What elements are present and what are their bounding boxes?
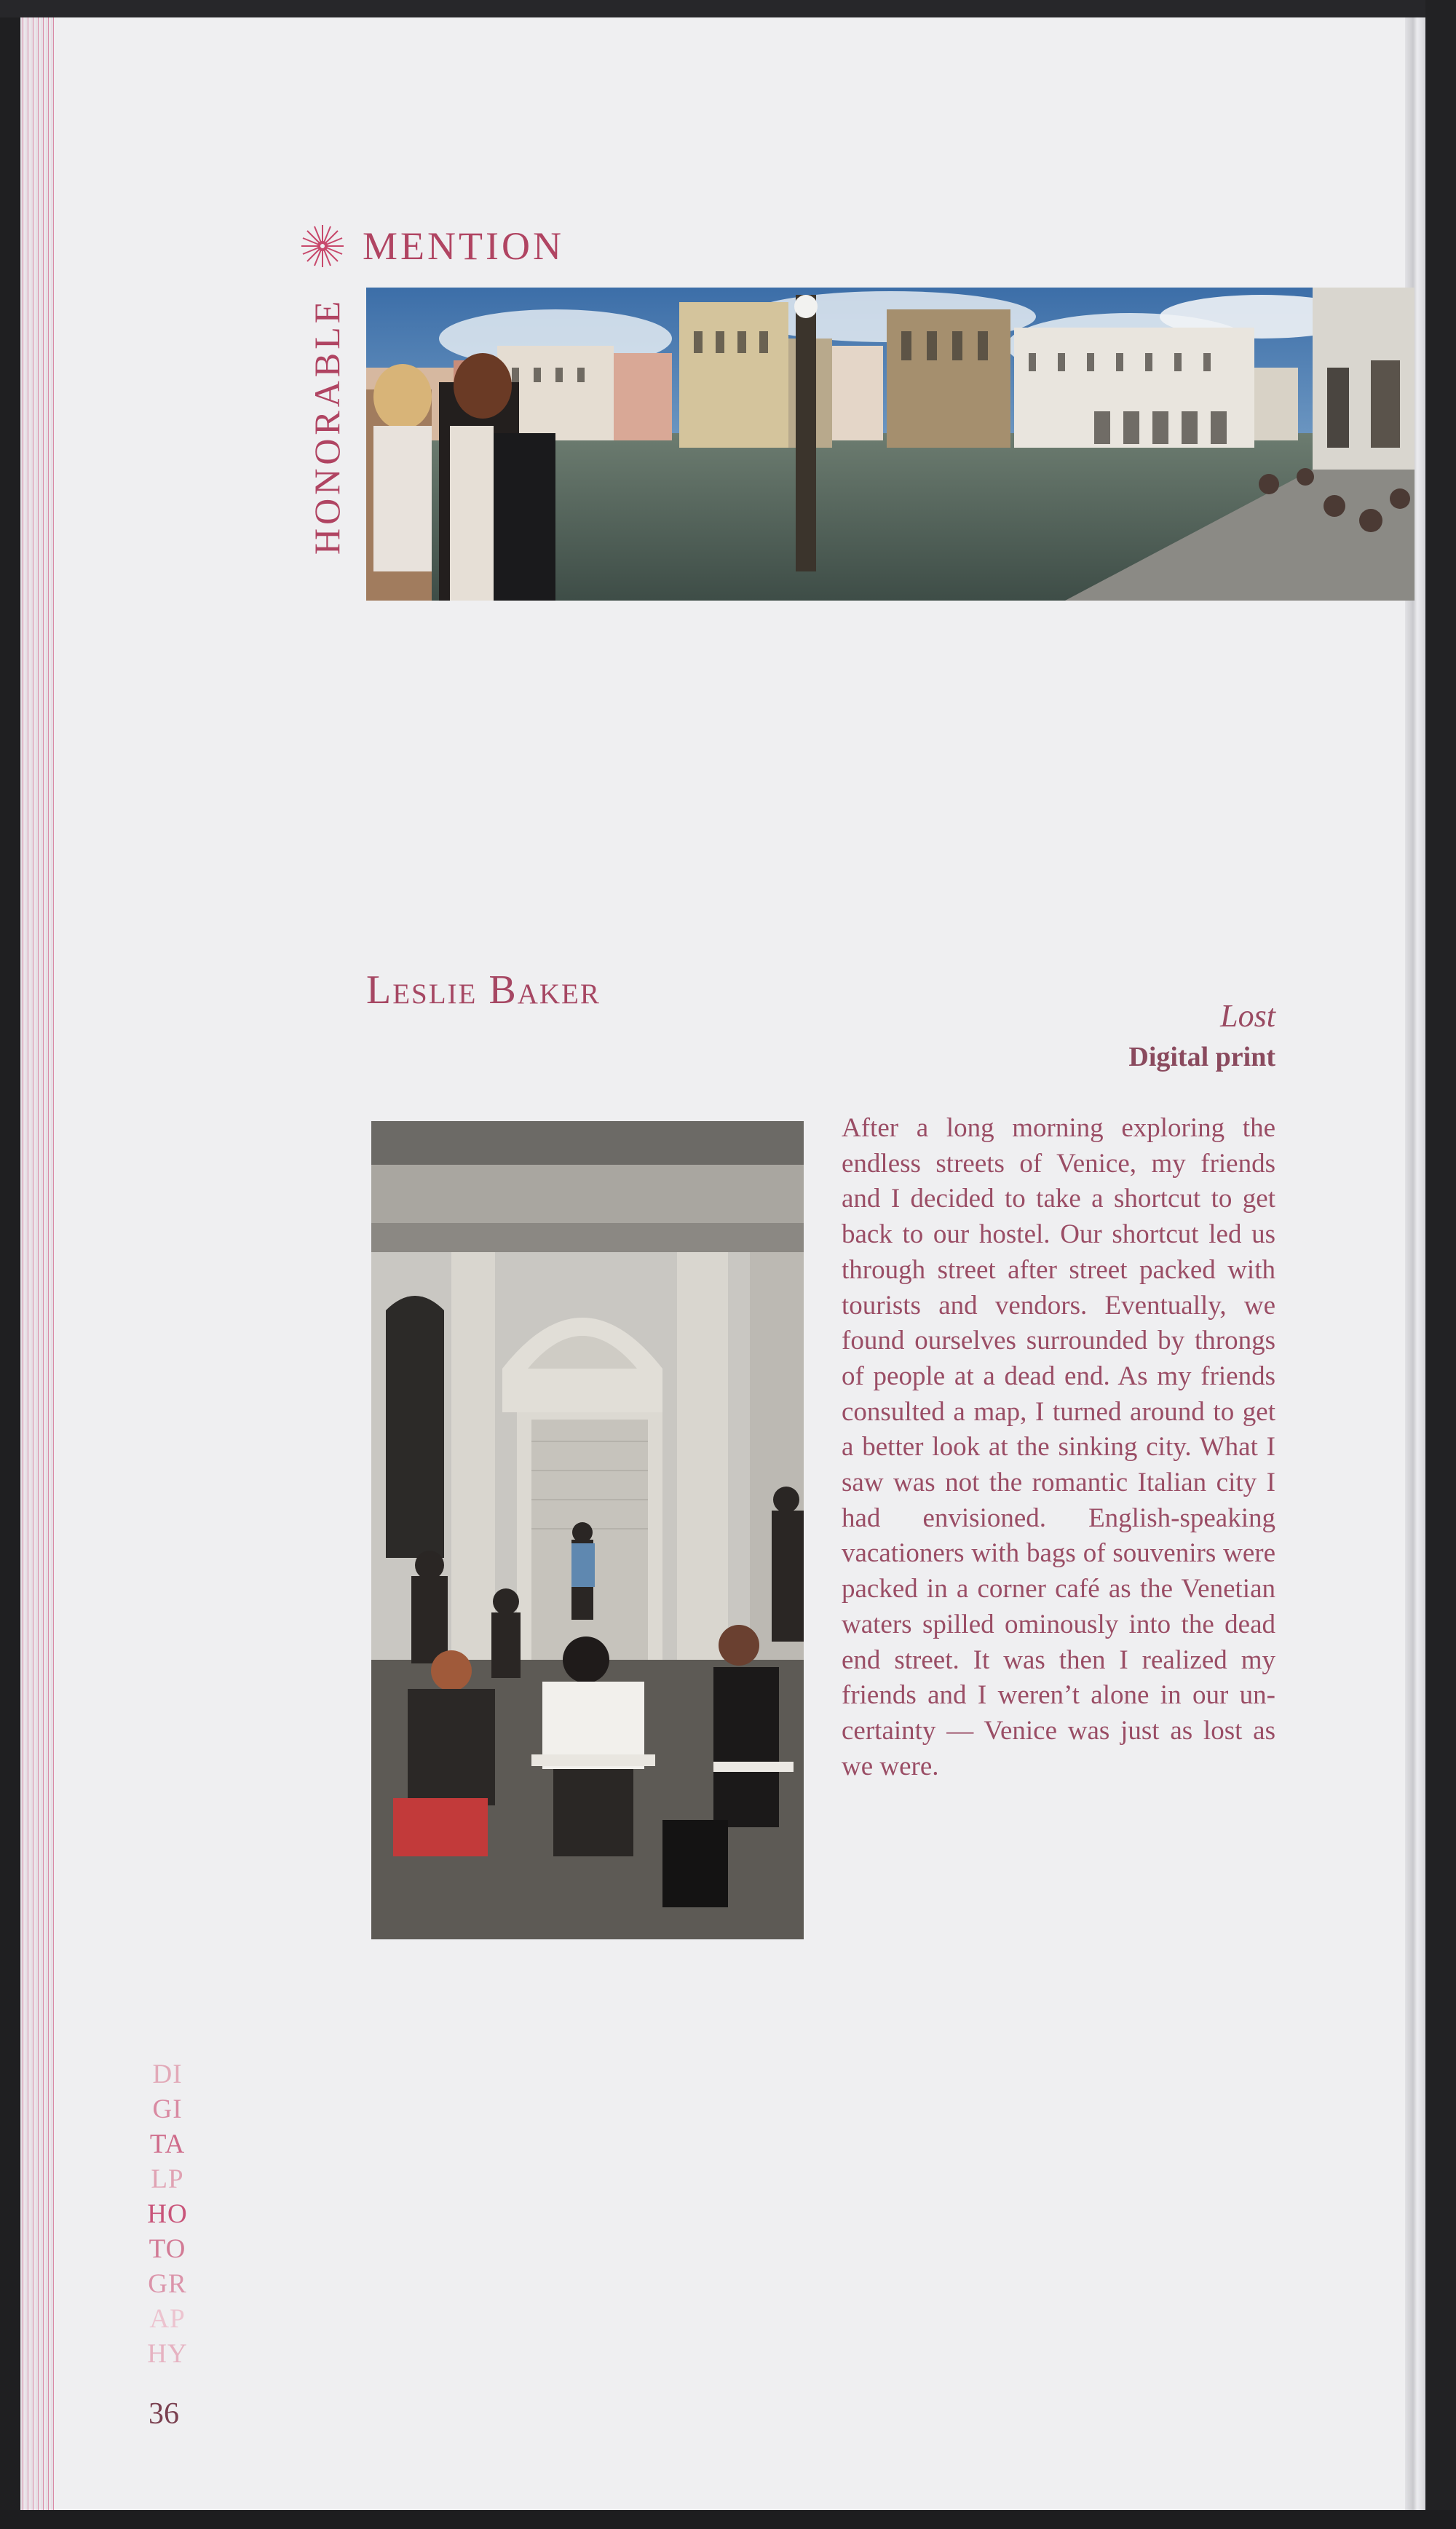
vertical-word-line: TA	[149, 2129, 186, 2159]
book-cover-edge	[1425, 0, 1456, 2529]
vertical-word-line: AP	[149, 2304, 186, 2334]
vertical-word-line: HO	[147, 2199, 188, 2229]
photo-venice-dead-end-street	[371, 1121, 804, 1939]
vertical-word-line: GI	[152, 2094, 183, 2124]
scan-bottom-border	[0, 2510, 1456, 2529]
vertical-word-line: LP	[151, 2164, 184, 2194]
vertical-word-line: DI	[152, 2059, 183, 2089]
mention-label: MENTION	[363, 224, 564, 268]
digital-photography-vertical-word	[124, 2057, 211, 2372]
artist-statement: After a long morning exploring the endless streets of Venice, my friends and I decided to take a shortcut to get back to our hostel. Our shortcut led us through street after street packed with tourists and vendors. Eventually, we found ourselves surrounded by throngs of people at a dead end. As my friends consulted a map, I turned around to get a better look at the sinking city. What I saw was not the romantic Italian city I had envisioned. English-speaking vacationers with bags of souvenirs were packed in a corner café as the Venetian waters spilled ominously into the dead end street. It was then I realized my friends and I weren’t alone in our uncertainty — Venice was just as lost as we were.	[842, 1113, 1275, 1781]
artwork-medium: Digital print	[1128, 1042, 1275, 1072]
vertical-word-line: TO	[149, 2234, 186, 2264]
artwork-title: Lost	[1220, 998, 1275, 1034]
honorable-label-vertical: HONORABLE	[306, 297, 347, 555]
vertical-word-line: GR	[148, 2269, 187, 2299]
scan-top-border	[0, 0, 1456, 17]
artist-name: Leslie Baker	[366, 967, 601, 1013]
compass-star-icon	[300, 223, 345, 269]
honorable-mention-heading	[300, 217, 564, 275]
page-number: 36	[149, 2397, 179, 2431]
panorama-photo-venice-canal	[366, 288, 1415, 601]
page-edge-left	[20, 17, 54, 2510]
vertical-word-line: HY	[147, 2339, 188, 2369]
